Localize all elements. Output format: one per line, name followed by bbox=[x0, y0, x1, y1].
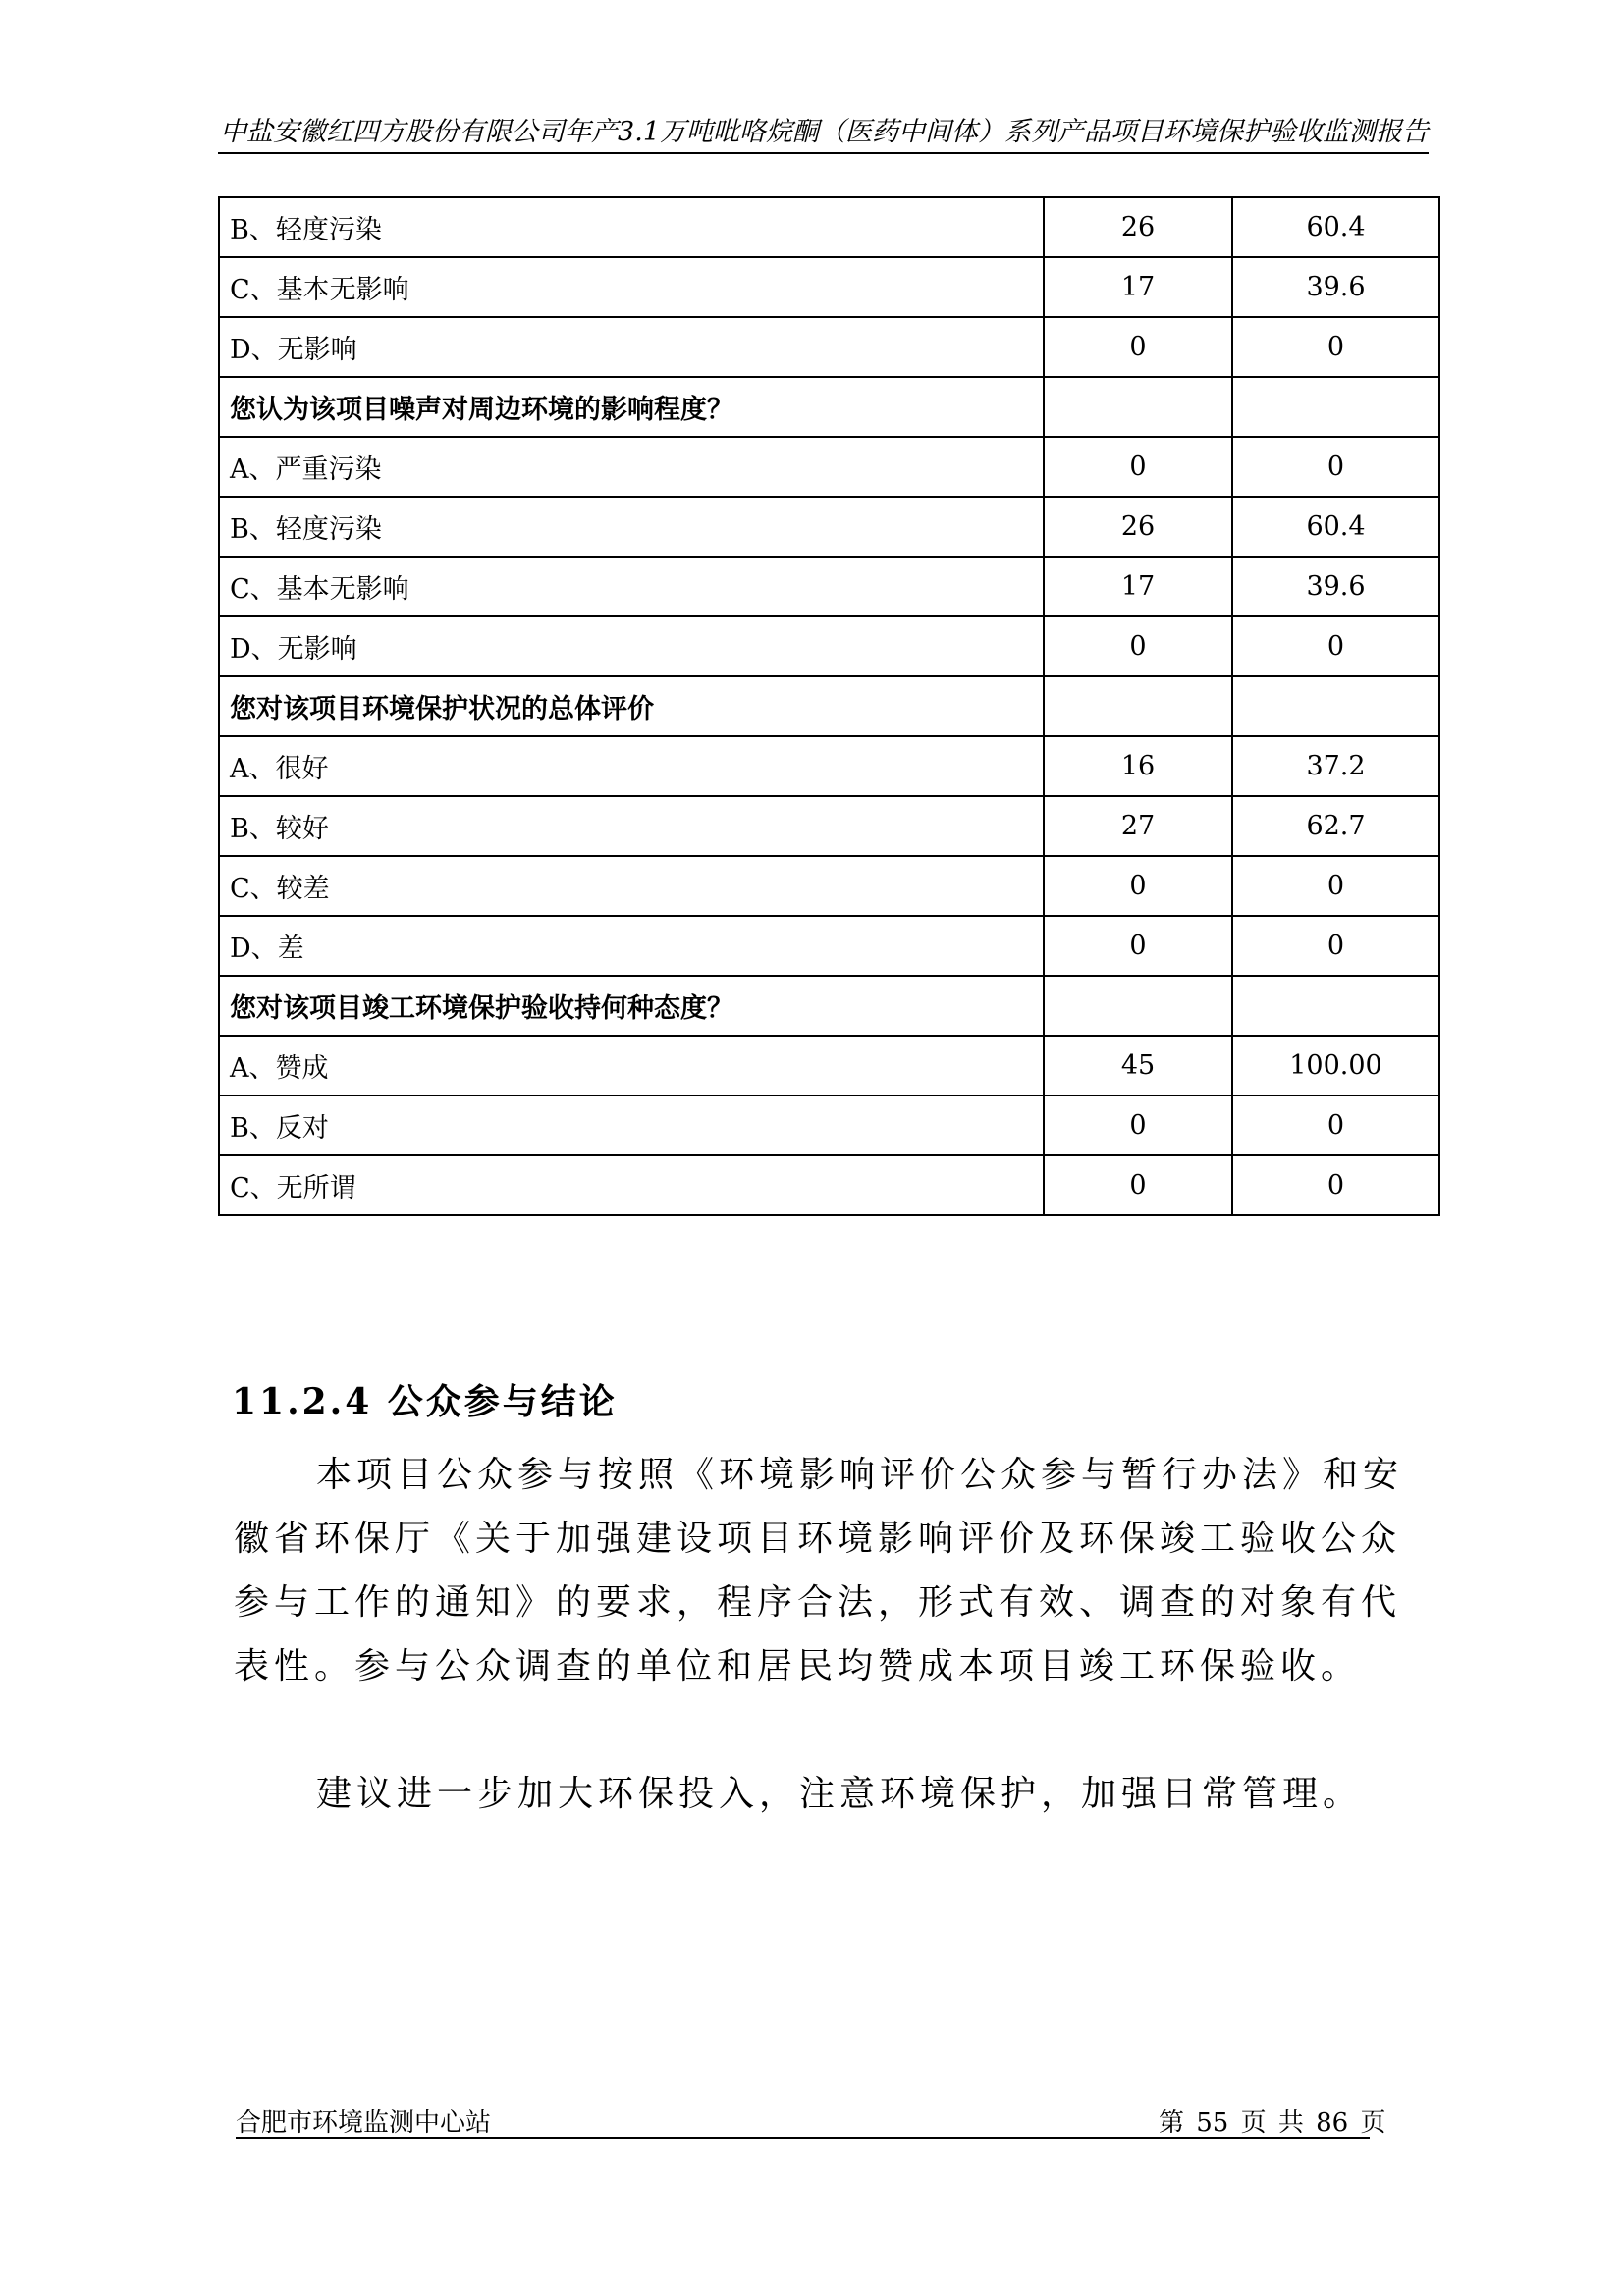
count-cell: 0 bbox=[1044, 616, 1232, 676]
row-label-cell: C、基本无影响 bbox=[219, 257, 1044, 317]
answer-row bbox=[219, 197, 1439, 257]
percent-cell: 0 bbox=[1232, 616, 1439, 676]
answer-row bbox=[219, 1095, 1439, 1155]
row-label-cell: A、严重污染 bbox=[219, 437, 1044, 497]
answer-row bbox=[219, 616, 1439, 676]
percent-cell bbox=[1232, 377, 1439, 437]
percent-cell: 62.7 bbox=[1232, 796, 1439, 856]
conclusion-text: 本项目公众参与按照《环境影响评价公众参与暂行办法》和安徽省环保厅《关于加强建设项目环境影响评价及环保竣工验收公众参与工作的通知》的要求，程序合法，形式有效、调查的对象有代表性。参与公众调查的单位和居民均赞成本项目竣工环保验收。 bbox=[234, 1455, 1404, 1686]
percent-cell: 60.4 bbox=[1232, 197, 1439, 257]
answer-row bbox=[219, 437, 1439, 497]
count-cell: 17 bbox=[1044, 557, 1232, 616]
percent-cell: 0 bbox=[1232, 1095, 1439, 1155]
count-cell: 27 bbox=[1044, 796, 1232, 856]
count-cell: 0 bbox=[1044, 1095, 1232, 1155]
count-cell: 0 bbox=[1044, 317, 1232, 377]
row-label-cell: C、基本无影响 bbox=[219, 557, 1044, 616]
count-cell: 45 bbox=[1044, 1036, 1232, 1095]
percent-cell: 0 bbox=[1232, 916, 1439, 976]
count-cell: 16 bbox=[1044, 736, 1232, 796]
answer-row bbox=[219, 497, 1439, 557]
row-label-cell: B、轻度污染 bbox=[219, 197, 1044, 257]
section-heading: 11.2.4 公众参与结论 bbox=[232, 1381, 618, 1422]
answer-row bbox=[219, 1155, 1439, 1215]
percent-cell: 0 bbox=[1232, 1155, 1439, 1215]
percent-cell bbox=[1232, 676, 1439, 736]
percent-cell: 39.6 bbox=[1232, 257, 1439, 317]
percent-cell: 37.2 bbox=[1232, 736, 1439, 796]
percent-cell: 100.00 bbox=[1232, 1036, 1439, 1095]
answer-row bbox=[219, 317, 1439, 377]
row-label-cell: D、差 bbox=[219, 916, 1044, 976]
count-cell: 17 bbox=[1044, 257, 1232, 317]
row-label-cell: 您对该项目竣工环境保护验收持何种态度？ bbox=[219, 976, 1044, 1036]
question-row bbox=[219, 976, 1439, 1036]
row-label-cell: 您认为该项目噪声对周边环境的影响程度？ bbox=[219, 377, 1044, 437]
percent-cell: 0 bbox=[1232, 437, 1439, 497]
percent-cell: 39.6 bbox=[1232, 557, 1439, 616]
row-label-cell: D、无影响 bbox=[219, 317, 1044, 377]
answer-row bbox=[219, 856, 1439, 916]
row-label-cell: C、无所谓 bbox=[219, 1155, 1044, 1215]
row-label-cell: 您对该项目环境保护状况的总体评价 bbox=[219, 676, 1044, 736]
recommendation-paragraph bbox=[234, 1762, 1426, 1826]
question-row bbox=[219, 377, 1439, 437]
answer-row bbox=[219, 736, 1439, 796]
footer-divider bbox=[236, 2137, 1370, 2139]
count-cell: 0 bbox=[1044, 437, 1232, 497]
row-label-cell: B、反对 bbox=[219, 1095, 1044, 1155]
percent-cell: 0 bbox=[1232, 856, 1439, 916]
footer-organization: 合肥市环境监测中心站 bbox=[236, 2109, 492, 2138]
row-label-cell: B、较好 bbox=[219, 796, 1044, 856]
question-row bbox=[219, 676, 1439, 736]
survey-results-table bbox=[218, 196, 1440, 1216]
row-label-cell: C、较差 bbox=[219, 856, 1044, 916]
footer-page-number: 第 55 页 共 86 页 bbox=[1159, 2109, 1386, 2138]
report-header-title: 中盐安徽红四方股份有限公司年产3.1万吨吡咯烷酮（医药中间体）系列产品项目环境保护验收监测报告 bbox=[220, 117, 1429, 147]
answer-row bbox=[219, 1036, 1439, 1095]
percent-cell bbox=[1232, 976, 1439, 1036]
answer-row bbox=[219, 796, 1439, 856]
answer-row bbox=[219, 257, 1439, 317]
header-divider bbox=[218, 152, 1429, 154]
count-cell: 0 bbox=[1044, 916, 1232, 976]
row-label-cell: D、无影响 bbox=[219, 616, 1044, 676]
row-label-cell: A、赞成 bbox=[219, 1036, 1044, 1095]
percent-cell: 60.4 bbox=[1232, 497, 1439, 557]
conclusion-paragraph bbox=[234, 1443, 1426, 1698]
row-label-cell: A、很好 bbox=[219, 736, 1044, 796]
count-cell bbox=[1044, 377, 1232, 437]
answer-row bbox=[219, 916, 1439, 976]
answer-row bbox=[219, 557, 1439, 616]
count-cell: 26 bbox=[1044, 197, 1232, 257]
row-label-cell: B、轻度污染 bbox=[219, 497, 1044, 557]
recommendation-text: 建议进一步加大环保投入，注意环境保护，加强日常管理。 bbox=[316, 1774, 1364, 1814]
count-cell: 0 bbox=[1044, 856, 1232, 916]
count-cell bbox=[1044, 976, 1232, 1036]
percent-cell: 0 bbox=[1232, 317, 1439, 377]
count-cell: 26 bbox=[1044, 497, 1232, 557]
count-cell bbox=[1044, 676, 1232, 736]
count-cell: 0 bbox=[1044, 1155, 1232, 1215]
